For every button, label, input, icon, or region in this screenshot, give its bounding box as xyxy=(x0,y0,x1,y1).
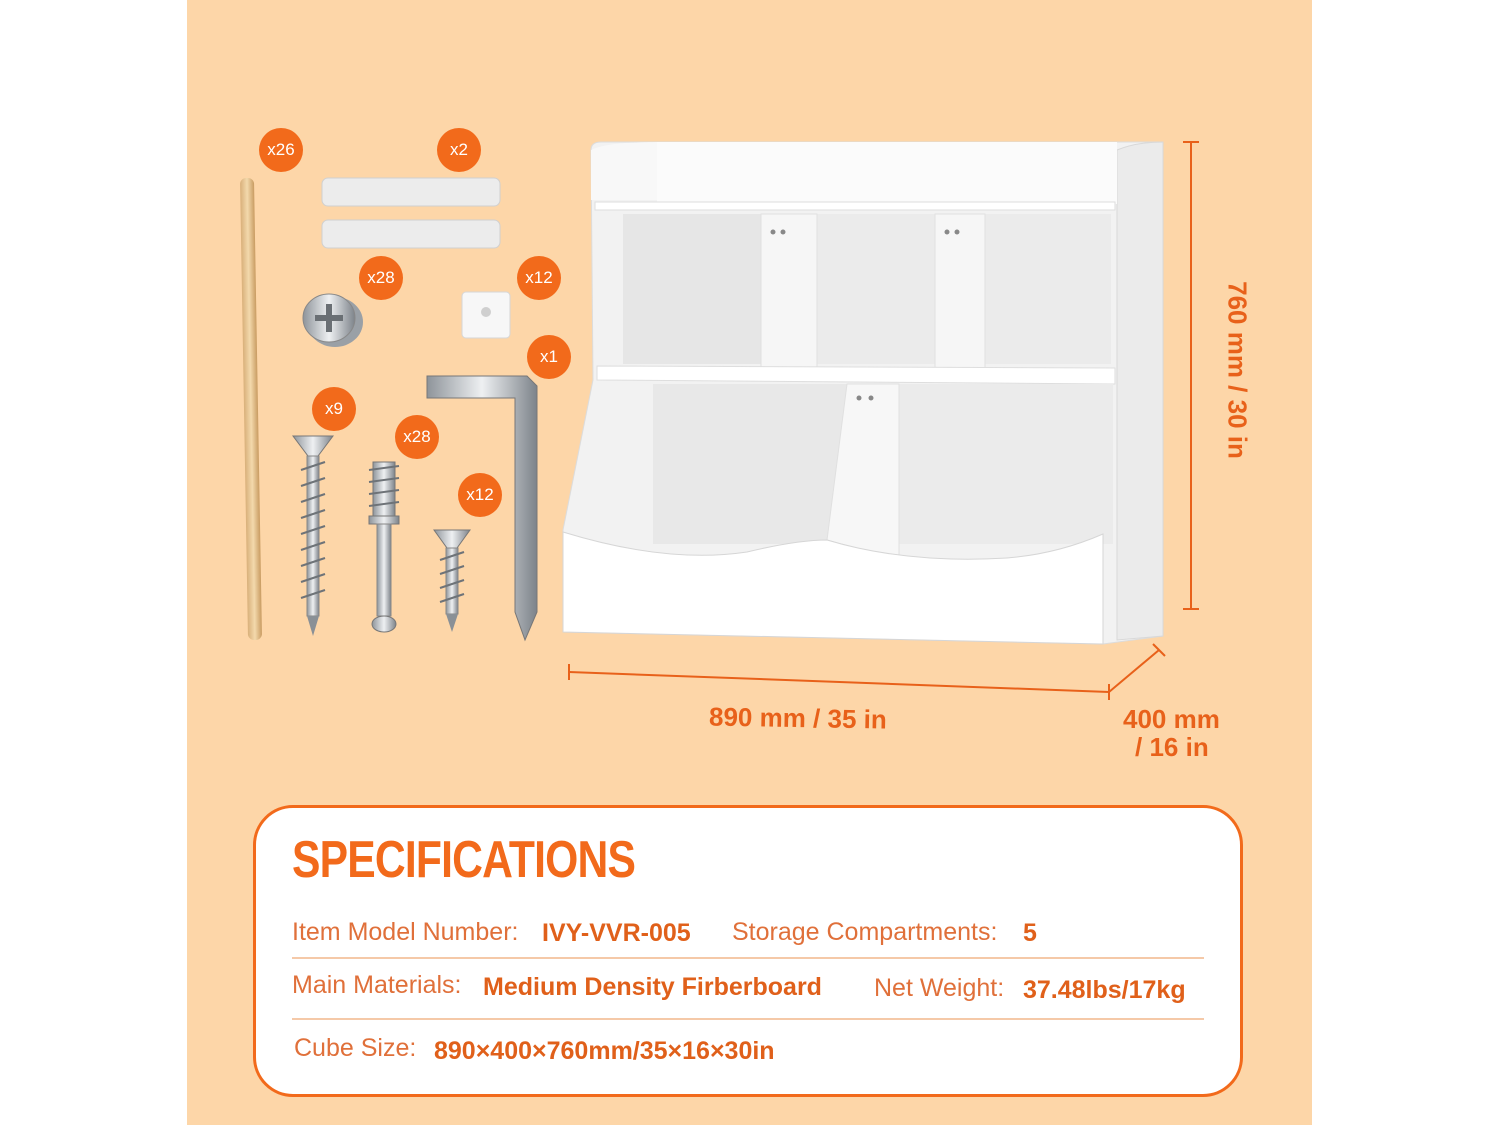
depth-dimension-line2: / 16 in xyxy=(1135,732,1209,762)
compartments-value: 5 xyxy=(1023,919,1037,947)
specifications-card xyxy=(253,805,1243,1097)
depth-dimension-line1: 400 mm xyxy=(1123,704,1220,734)
size-label: Cube Size: xyxy=(294,1034,417,1062)
specifications-title: SPECIFICATIONS xyxy=(292,831,636,889)
weight-label: Net Weight: xyxy=(874,974,1005,1002)
materials-value: Medium Density Firberboard xyxy=(483,973,822,1001)
strip-count-badge: x2 xyxy=(437,128,481,172)
width-dimension: 890 mm / 35 in xyxy=(708,701,888,735)
cam-bolt-count-badge: x28 xyxy=(395,415,439,459)
cam-count-badge: x28 xyxy=(359,256,403,300)
model-label: Item Model Number: xyxy=(292,918,519,946)
materials-label: Main Materials: xyxy=(292,971,462,999)
bracket-count-badge: x12 xyxy=(517,256,561,300)
compartments-label: Storage Compartments: xyxy=(732,918,998,946)
weight-value: 37.48lbs/17kg xyxy=(1023,976,1186,1004)
spec-divider xyxy=(292,957,1204,959)
height-dimension: 760 mm / 30 in xyxy=(1222,281,1253,459)
size-value: 890×400×760mm/35×16×30in xyxy=(434,1037,775,1065)
model-value: IVY-VVR-005 xyxy=(542,919,691,947)
dowel-count-badge: x26 xyxy=(259,128,303,172)
allen-count-badge: x1 xyxy=(527,335,571,379)
long-screw-count-badge: x9 xyxy=(312,387,356,431)
short-screw-count-badge: x12 xyxy=(458,473,502,517)
spec-divider xyxy=(292,1018,1204,1020)
product-canvas xyxy=(187,0,1312,1125)
dimension-lines xyxy=(187,0,1312,780)
